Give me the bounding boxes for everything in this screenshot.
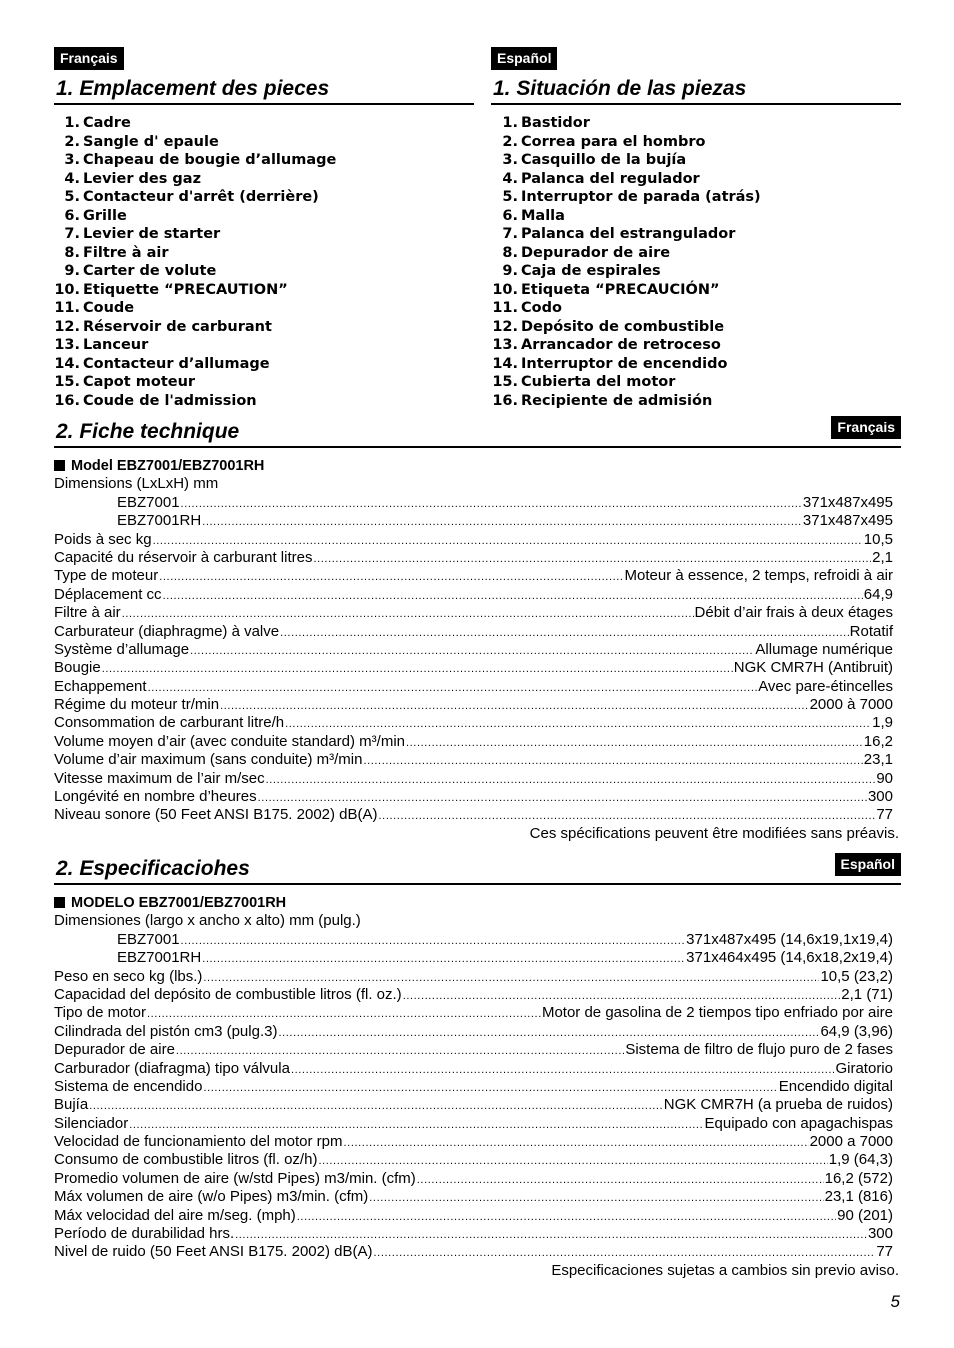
item-number: 13. (54, 337, 80, 353)
item-number: 4. (502, 170, 518, 187)
language-tag-french-specs: Français (831, 416, 901, 439)
dot-leader (102, 659, 733, 677)
spec-value: Encendido digital (778, 1077, 893, 1095)
item-number: 8. (64, 244, 80, 261)
spec-label: Consommation de carburant litre/h (54, 714, 285, 732)
list-item (46, 114, 336, 133)
spec-row (54, 1207, 893, 1225)
spec-label: EBZ7001 (117, 930, 180, 948)
item-label: Cubierta del motor (521, 374, 676, 390)
spec-note: Especificaciones sujetas a cambios sin previo aviso. (551, 1261, 899, 1279)
dot-leader (278, 1023, 819, 1041)
item-label: Palanca del estrangulador (521, 226, 736, 242)
item-number: 11. (492, 300, 518, 316)
square-bullet-icon (54, 460, 65, 471)
list-item (484, 392, 761, 411)
dot-leader (147, 1004, 541, 1022)
spec-row (54, 549, 893, 567)
list-item (46, 225, 336, 244)
item-label: Contacteur d'arrêt (derrière) (83, 189, 319, 205)
dot-leader (403, 986, 841, 1004)
spec-label: Echappement (54, 677, 147, 695)
spec-label: Capacidad del depósito de combustible litros (fl. oz.) (54, 985, 402, 1003)
item-number: 14. (492, 355, 518, 372)
spec-row (54, 659, 893, 677)
list-item (484, 318, 761, 337)
spec-row (54, 1243, 893, 1261)
list-item (484, 336, 761, 355)
spec-note: Ces spécifications peuvent être modifiées sans préavis. (529, 824, 899, 842)
spec-row (54, 986, 893, 1004)
spec-table-spanish (54, 894, 899, 1280)
list-item (484, 151, 761, 170)
dot-leader (89, 1096, 663, 1114)
spec-value: 77 (876, 1243, 893, 1261)
list-item (46, 392, 336, 411)
dot-leader (190, 641, 754, 659)
spec-row (54, 1115, 893, 1133)
language-tag-spanish: Español (491, 47, 557, 70)
list-item (46, 336, 336, 355)
list-item (46, 318, 336, 337)
spec-value: Débit d’air frais à deux étages (694, 604, 893, 622)
item-label: Caja de espirales (521, 263, 661, 279)
heading-rule-spanish-specs (54, 883, 901, 885)
dot-leader (417, 1170, 824, 1188)
spec-label: Silenciador (54, 1114, 129, 1132)
list-item (484, 114, 761, 133)
spec-row (54, 641, 893, 659)
item-number: 15. (492, 374, 518, 390)
parts-heading-french: 1. Emplacement des pieces (56, 77, 330, 100)
spec-value: 371x487x495 (802, 512, 893, 530)
parts-list-french (46, 114, 336, 410)
item-number: 6. (64, 207, 80, 224)
square-bullet-icon (54, 897, 65, 908)
list-item (484, 373, 761, 392)
spec-row (54, 586, 893, 604)
list-item (46, 188, 336, 207)
dot-leader (285, 714, 871, 732)
spec-label: Volume moyen d’air (avec conduite standard) m³/min (54, 732, 405, 750)
spec-row (54, 1188, 893, 1206)
item-label: Coude de l'admission (83, 392, 257, 409)
item-label: Coude (83, 300, 135, 316)
dot-leader (203, 968, 819, 986)
item-label: Codo (521, 300, 562, 316)
item-label: Carter de volute (83, 263, 217, 279)
spec-row (54, 770, 893, 788)
item-number: 10. (492, 281, 518, 298)
spec-row (54, 531, 893, 549)
dot-leader (291, 1060, 835, 1078)
item-label: Interruptor de parada (atrás) (521, 189, 761, 205)
spec-value: 64,9 (863, 585, 893, 603)
dot-leader (202, 949, 685, 967)
spec-row (54, 1060, 893, 1078)
item-label: Grille (83, 207, 127, 224)
item-number: 16. (492, 392, 518, 409)
item-label: Etiquette “PRECAUTION” (83, 281, 288, 298)
spec-value: 10,5 (23,2) (820, 967, 893, 985)
list-item (484, 188, 761, 207)
list-item (484, 244, 761, 263)
spec-value: Moteur à essence, 2 temps, refroidi à air (624, 567, 893, 585)
spec-label: Consumo de combustible litros (fl. oz/h) (54, 1151, 318, 1169)
spec-value: Giratorio (835, 1059, 893, 1077)
item-label: Interruptor de encendido (521, 355, 728, 372)
parts-list-spanish (484, 114, 761, 410)
language-tag-french: Français (54, 47, 124, 70)
item-label: Contacteur d’allumage (83, 355, 270, 372)
specs-heading-spanish: 2. Especificaciohes (56, 857, 250, 880)
heading-rule-french-specs (54, 446, 901, 448)
list-item (46, 244, 336, 263)
spec-value: 1,9 (64,3) (828, 1151, 893, 1169)
item-label: Bastidor (521, 115, 590, 131)
spec-label: Cilindrada del pistón cm3 (pulg.3) (54, 1022, 278, 1040)
spec-label: Carburador (diafragma) tipo válvula (54, 1059, 290, 1077)
spec-value: 1,9 (872, 714, 893, 732)
dot-leader (318, 1151, 827, 1169)
list-item (46, 299, 336, 318)
spec-value: Equipado con apagachispas (704, 1114, 893, 1132)
spec-value: 23,1 (863, 751, 893, 769)
item-number: 4. (64, 170, 80, 187)
item-label: Etiqueta “PRECAUCIÓN” (521, 281, 720, 298)
spec-row (54, 1133, 893, 1151)
spec-label: Type de moteur (54, 567, 159, 585)
item-number: 6. (502, 207, 518, 224)
dot-leader (122, 604, 694, 622)
spec-row (54, 512, 893, 530)
spec-value: 371x464x495 (14,6x18,2x19,4) (686, 949, 893, 967)
spec-row (54, 623, 893, 641)
spec-value: Allumage numérique (755, 640, 893, 658)
dot-leader (379, 806, 876, 824)
spec-label: Carburateur (diaphragme) à valve (54, 622, 280, 640)
spec-label: Peso en seco kg (lbs.) (54, 967, 203, 985)
dimensions-label: Dimensions (LxLxH) mm (54, 475, 219, 493)
spec-label: Depurador de aire (54, 1041, 175, 1059)
item-number: 7. (502, 226, 518, 242)
item-number: 3. (502, 152, 518, 168)
item-label: Levier des gaz (83, 170, 202, 187)
dot-leader (406, 733, 863, 751)
spec-value: 300 (867, 788, 893, 806)
item-number: 1. (502, 115, 518, 131)
spec-label: Período de durabilidad hrs. (54, 1225, 235, 1243)
dimensions-label: Dimensiones (largo x ancho x alto) mm (pulg.) (54, 912, 361, 930)
spec-label: Régime du moteur tr/min (54, 696, 220, 714)
item-number: 11. (54, 300, 80, 316)
item-label: Casquillo de la bujía (521, 152, 687, 168)
spec-value: Sistema de filtro de flujo puro de 2 fases (625, 1041, 893, 1059)
spec-value: NGK CMR7H (a prueba de ruidos) (663, 1096, 893, 1114)
model-line (54, 457, 893, 475)
spec-value: 371x487x495 (802, 493, 893, 511)
spec-label: Volume d’air maximum (sans conduite) m³/min (54, 751, 363, 769)
spec-label: Máx velocidad del aire m/seg. (mph) (54, 1206, 296, 1224)
item-label: Sangle d' epaule (83, 133, 219, 150)
spec-value: NGK CMR7H (Antibruit) (733, 659, 893, 677)
spec-label: Système d’allumage (54, 640, 190, 658)
item-number: 8. (502, 244, 518, 261)
item-number: 5. (502, 189, 518, 205)
spec-value: 10,5 (863, 530, 893, 548)
spec-value: 90 (201) (837, 1206, 893, 1224)
spec-row (54, 567, 893, 585)
item-number: 15. (54, 374, 80, 390)
dot-leader (374, 1243, 876, 1261)
spec-rows (54, 494, 893, 825)
specs-heading-french: 2. Fiche technique (56, 420, 240, 443)
spec-value: 2,1 (872, 548, 893, 566)
list-item (484, 170, 761, 189)
item-number: 2. (64, 133, 80, 150)
spec-label: Velocidad de funcionamiento del motor rpm (54, 1133, 343, 1151)
spec-row (54, 1225, 893, 1243)
item-number: 1. (64, 115, 80, 131)
dot-leader (369, 1188, 823, 1206)
item-number: 14. (54, 355, 80, 372)
spec-row (54, 1023, 893, 1041)
spec-label: EBZ7001 (117, 493, 180, 511)
model-text: Model EBZ7001/EBZ7001RH (71, 458, 265, 474)
spec-row (54, 1041, 893, 1059)
spec-row (54, 696, 893, 714)
spec-label: EBZ7001RH (117, 512, 202, 530)
spec-label: Capacité du réservoir à carburant litres (54, 548, 313, 566)
spec-row (54, 604, 893, 622)
model-line (54, 894, 893, 912)
list-item (46, 207, 336, 226)
item-label: Correa para el hombro (521, 133, 706, 150)
spec-value: 64,9 (3,96) (820, 1022, 893, 1040)
list-item (46, 262, 336, 281)
item-label: Filtre à air (83, 244, 169, 261)
dot-leader (129, 1115, 703, 1133)
spec-label: Máx volumen de aire (w/o Pipes) m3/min. (cfm) (54, 1188, 369, 1206)
item-label: Depurador de aire (521, 244, 671, 261)
spec-value: 300 (867, 1225, 893, 1243)
dot-leader (153, 531, 863, 549)
spec-value: 90 (876, 769, 893, 787)
list-item (46, 151, 336, 170)
page-number: 5 (890, 1292, 900, 1311)
item-label: Palanca del regulador (521, 170, 700, 187)
list-item (46, 373, 336, 392)
spec-value: 371x487x495 (14,6x19,1x19,4) (686, 930, 893, 948)
heading-rule-french-parts (54, 103, 474, 105)
item-label: Arrancador de retroceso (521, 337, 721, 353)
spec-label: Tipo de motor (54, 1004, 146, 1022)
dot-leader (235, 1225, 867, 1243)
item-label: Capot moteur (83, 374, 196, 390)
spec-row (54, 931, 893, 949)
item-label: Depósito de combustible (521, 318, 725, 335)
dot-leader (181, 931, 686, 949)
spec-row (54, 949, 893, 967)
spec-value: 23,1 (816) (824, 1188, 893, 1206)
item-label: Cadre (83, 115, 131, 131)
spec-row (54, 1096, 893, 1114)
item-label: Malla (521, 207, 565, 224)
spec-label: Longévité en nombre d’heures (54, 788, 257, 806)
language-tag-spanish-specs: Español (835, 853, 901, 876)
spec-table-french (54, 457, 899, 843)
spec-row (54, 1151, 893, 1169)
spec-value: 2,1 (71) (841, 985, 893, 1003)
spec-value: 2000 a 7000 (809, 1133, 893, 1151)
item-number: 2. (502, 133, 518, 150)
list-item (484, 207, 761, 226)
item-number: 7. (64, 226, 80, 242)
dot-leader (313, 549, 871, 567)
item-number: 3. (64, 152, 80, 168)
spec-row (54, 714, 893, 732)
spec-label: Filtre à air (54, 604, 121, 622)
dot-leader (280, 623, 849, 641)
spec-row (54, 733, 893, 751)
list-item (484, 299, 761, 318)
list-item (46, 133, 336, 152)
model-text: MODELO EBZ7001/EBZ7001RH (71, 895, 287, 911)
item-label: Levier de starter (83, 226, 221, 242)
spec-value: 16,2 (572) (824, 1169, 893, 1187)
spec-label: Vitesse maximum de l’air m/sec (54, 769, 265, 787)
item-number: 9. (64, 263, 80, 279)
spec-value: 16,2 (863, 732, 893, 750)
list-item (46, 355, 336, 374)
item-number: 13. (492, 337, 518, 353)
dot-leader (203, 1078, 777, 1096)
spec-value: 77 (876, 806, 893, 824)
dot-leader (181, 494, 802, 512)
dot-leader (297, 1207, 836, 1225)
item-label: Réservoir de carburant (83, 318, 272, 335)
heading-rule-spanish-parts (491, 103, 901, 105)
item-label: Lanceur (83, 337, 149, 353)
item-label: Recipiente de admisión (521, 392, 713, 409)
spec-label: Nivel de ruido (50 Feet ANSI B175. 2002) dB(A) (54, 1243, 373, 1261)
spec-label: Sistema de encendido (54, 1077, 203, 1095)
dot-leader (163, 586, 863, 604)
spec-label: Bujía (54, 1096, 89, 1114)
spec-row (54, 1170, 893, 1188)
dot-leader (363, 751, 862, 769)
list-item (46, 281, 336, 300)
spec-label: Promedio volumen de aire (w/std Pipes) m3/min. (cfm) (54, 1169, 416, 1187)
dot-leader (148, 678, 758, 696)
dot-leader (159, 567, 623, 585)
spec-value: Rotatif (849, 622, 893, 640)
spec-rows (54, 931, 893, 1262)
spec-label: Bougie (54, 659, 101, 677)
item-number: 12. (54, 318, 80, 335)
dot-leader (202, 512, 802, 530)
dot-leader (176, 1041, 624, 1059)
spec-row (54, 1004, 893, 1022)
dot-leader (258, 788, 867, 806)
spec-row (54, 1078, 893, 1096)
item-number: 16. (54, 392, 80, 409)
list-item (46, 170, 336, 189)
parts-heading-spanish: 1. Situación de las piezas (493, 77, 747, 100)
spec-row (54, 788, 893, 806)
dot-leader (220, 696, 809, 714)
spec-label: Niveau sonore (50 Feet ANSI B175. 2002) dB(A) (54, 806, 378, 824)
spec-row (54, 968, 893, 986)
list-item (484, 281, 761, 300)
spec-label: Déplacement cc (54, 585, 162, 603)
spec-row (54, 678, 893, 696)
spec-row (54, 751, 893, 769)
item-number: 12. (492, 318, 518, 335)
spec-label: EBZ7001RH (117, 949, 202, 967)
dot-leader (266, 770, 876, 788)
item-number: 5. (64, 189, 80, 205)
spec-row (54, 806, 893, 824)
list-item (484, 133, 761, 152)
list-item (484, 225, 761, 244)
list-item (484, 262, 761, 281)
spec-value: 2000 à 7000 (809, 696, 893, 714)
item-number: 10. (54, 281, 80, 298)
spec-label: Poids à sec kg (54, 530, 152, 548)
item-number: 9. (502, 263, 518, 279)
spec-value: Avec pare-étincelles (758, 677, 893, 695)
item-label: Chapeau de bougie d’allumage (83, 152, 337, 168)
spec-row (54, 494, 893, 512)
list-item (484, 355, 761, 374)
dot-leader (344, 1133, 809, 1151)
spec-value: Motor de gasolina de 2 tiempos tipo enfriado por aire (541, 1004, 893, 1022)
